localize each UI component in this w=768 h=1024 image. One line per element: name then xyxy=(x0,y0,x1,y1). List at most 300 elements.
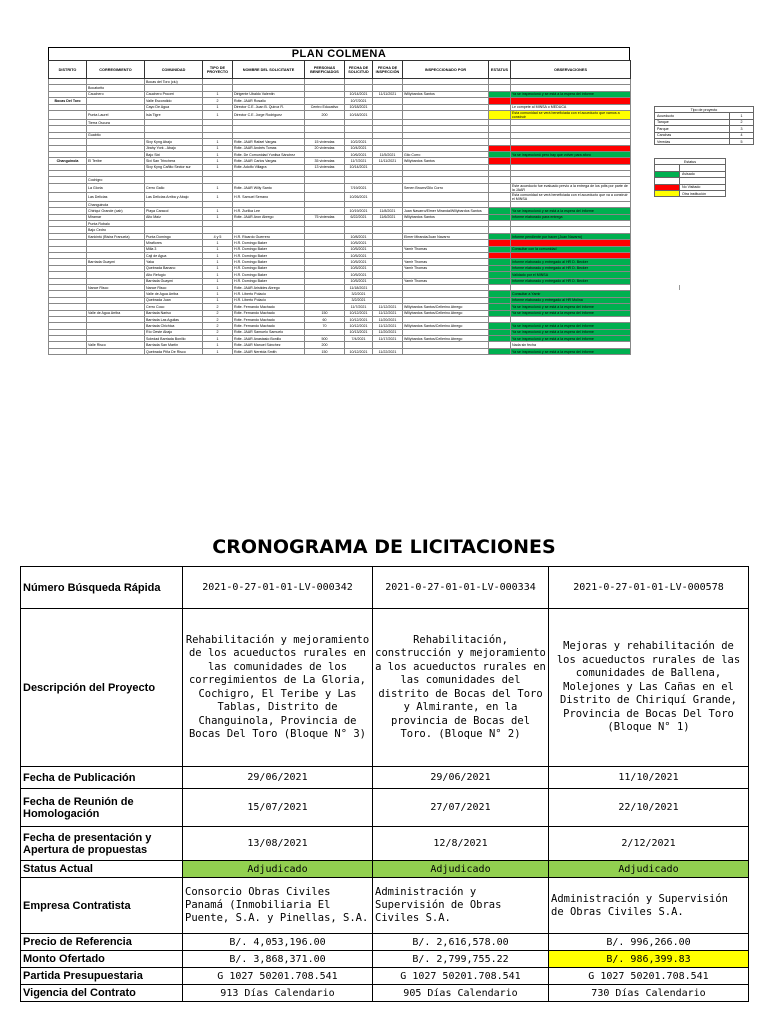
cell-comunidad: Bocas del Toro (ciu) xyxy=(145,79,203,85)
money-value: B/. 3,868,371.00 xyxy=(183,951,373,968)
tipo-legend-value: 2 xyxy=(730,119,754,125)
col-distrito: DISTRITO xyxy=(49,61,87,79)
cell-tipo: 2 xyxy=(203,304,233,310)
cell-inspeccionado: Senen Brown/Gilo Corro xyxy=(403,183,489,192)
project-description: Mejoras y rehabilitación de los acueductos rurales de las comunidades de Ballena, Molejones y Las Cañas en el Distrito de Chiriquí Grande, Provincia de Bocas Del Toro (Bloque N° 1) xyxy=(549,609,749,767)
cell-comunidad: Sixi San Trinchera xyxy=(145,158,203,164)
cell-solicitante: Rdte. De Comunidad Yunilsa Sánchez xyxy=(233,151,305,157)
cell-distrito xyxy=(49,348,87,354)
cell-estatus xyxy=(489,192,511,201)
date-value: 15/07/2021 xyxy=(183,789,373,827)
cell-fecha-solicitud: 10/8/2021 xyxy=(345,233,373,239)
lv-number: 2021-0-27-01-01-LV-000342 xyxy=(183,567,373,609)
status-legend-label: Otra institución xyxy=(680,190,726,196)
plan-title: PLAN COLMENA xyxy=(48,47,630,60)
crono-row-status xyxy=(21,861,749,878)
col-solicitante: NOMBRE DEL SOLICITANTE xyxy=(233,61,305,79)
cell-comunidad: Quebrada Juan xyxy=(145,297,203,303)
cell-inspeccionado xyxy=(403,192,489,201)
status-badge: Adjudicado xyxy=(183,861,373,878)
cell-fecha-solicitud: 3/2/2021 xyxy=(345,297,373,303)
tipo-legend xyxy=(654,106,754,145)
cell-comunidad: Sixy Kyng Abajo xyxy=(145,139,203,145)
row-label: Fecha de Reunión de Homologación xyxy=(21,789,183,827)
cell-inspeccionado: Juan Navarro/Elmer Miranda/Willybardos Santos xyxy=(403,208,489,214)
status-swatch-yellow xyxy=(655,190,680,196)
status-badge: Adjudicado xyxy=(373,861,549,878)
cell-personas: 75 viviendas xyxy=(305,214,345,220)
cell-comunidad: Alto Refugio xyxy=(145,272,203,278)
cell-tipo: 1 xyxy=(203,139,233,145)
tipo-legend-value: 4 xyxy=(730,132,754,138)
cell-inspeccionado: Elmer Miranda/Juan Navarro xyxy=(403,233,489,239)
col-estatus: ESTATUS xyxy=(489,61,511,79)
stray-mark: | xyxy=(679,285,681,291)
cell-fecha-solicitud: 10/5/2021 xyxy=(345,265,373,271)
cell-comunidad: Caji de Agua xyxy=(145,252,203,258)
cell-tipo: 1 xyxy=(203,265,233,271)
cell-comunidad: Las Delicias Arriba y Abajo xyxy=(145,192,203,201)
cell-personas: 60 xyxy=(305,316,345,322)
project-description: Rehabilitación, construcción y mejoramiento a los acueductos rurales en las comunidades del distrito de Bocas del Toro y Almirante, en la provincia de Bocas del Toro. (Bloque N° 2) xyxy=(373,609,549,767)
cell-fecha-inspeccion: 11/17/2021 xyxy=(373,336,403,342)
plan-row xyxy=(49,348,631,354)
cell-tipo: 1 xyxy=(203,164,233,170)
cell-corregimiento: Las Delicias xyxy=(87,192,145,201)
cell-fecha-inspeccion xyxy=(373,110,403,119)
cell-personas: 20 viviendas xyxy=(305,145,345,151)
cell-fecha-solicitud: 10/6/2021 xyxy=(345,151,373,157)
cell-inspeccionado: Willybardos Santos xyxy=(403,214,489,220)
cell-tipo: 4 y 5 xyxy=(203,233,233,239)
date-value: 29/06/2021 xyxy=(373,767,549,789)
cell-corregimiento: Valle Risco xyxy=(87,342,145,348)
col-comunidad: COMUNIDAD xyxy=(145,61,203,79)
row-label: Empresa Contratista xyxy=(21,878,183,934)
cell-tipo: 1 xyxy=(203,151,233,157)
cell-comunidad: Barriada San Martín xyxy=(145,342,203,348)
col-personas: PERSONAS BENEFICIADOS xyxy=(305,61,345,79)
date-value: 13/08/2021 xyxy=(183,827,373,861)
cell-tipo: 1 xyxy=(203,284,233,290)
money-value: B/. 2,799,755.22 xyxy=(373,951,549,968)
cell-observaciones: Ya se inspeccionó y se está a la espera del informe xyxy=(511,329,631,335)
row-label: Número Búsqueda Rápida xyxy=(21,567,183,609)
cell-solicitante: Rdte. JAAR Nereida Smith xyxy=(233,348,305,354)
cell-fecha-solicitud: 10/12/2021 xyxy=(345,348,373,354)
tipo-legend-value: 3 xyxy=(730,126,754,132)
status-badge: Adjudicado xyxy=(549,861,749,878)
budget-code: G 1027 50201.708.541 xyxy=(549,968,749,985)
cell-fecha-solicitud: 10/5/2021 xyxy=(345,259,373,265)
cell-tipo: 1 xyxy=(203,110,233,119)
contractor-name: Administración y Supervisión de Obras Civiles S.A. xyxy=(373,878,549,934)
cell-inspeccionado: Yamir Thomas xyxy=(403,278,489,284)
row-label: Monto Ofertado xyxy=(21,951,183,968)
cell-corregimiento: La Gloria xyxy=(87,183,145,192)
cell-tipo: 1 xyxy=(203,208,233,214)
row-label: Descripción del Proyecto xyxy=(21,609,183,767)
cell-solicitante: Rdte. JAAR Manuel Sánchez xyxy=(233,342,305,348)
cell-solicitante: H.R. Zurilka Lee xyxy=(233,208,305,214)
cell-observaciones: Informe elaborado y entregado al HR D. Becker xyxy=(511,278,631,284)
cell-inspeccionado: Willybardos Santos/Cellerino Abrego xyxy=(403,323,489,329)
cell-fecha-solicitud: 6/22/2021 xyxy=(345,214,373,220)
cell-solicitante: H.R. Domingo Baker xyxy=(233,278,305,284)
budget-code: G 1027 50201.708.541 xyxy=(183,968,373,985)
cell-corregimiento: Barriada Guaymí xyxy=(87,259,145,265)
cell-observaciones: Consultar a Yamir xyxy=(511,291,631,297)
cell-corregimiento: Nance Risco xyxy=(87,284,145,290)
cell-fecha-solicitud: 10/5/2021 xyxy=(345,240,373,246)
cell-solicitante: Rdte. Fernando Machado xyxy=(233,323,305,329)
cell-fecha-solicitud: 3/2/2021 xyxy=(345,291,373,297)
contractor-name: Administración y Supervisión de Obras Civiles S.A. xyxy=(549,878,749,934)
cell-tipo: 1 xyxy=(203,348,233,354)
cell-personas: 13 viviendas xyxy=(305,164,345,170)
date-value: 2/12/2021 xyxy=(549,827,749,861)
cell-solicitante: Dirigente Ubaldo Valentin xyxy=(233,91,305,97)
cell-fecha-inspeccion: 11/22/2021 xyxy=(373,348,403,354)
cell-solicitante: H.R. Domingo Baker xyxy=(233,246,305,252)
plan-colmena xyxy=(48,47,630,355)
cell-observaciones: Ya se inspeccionó y se está a la espera del informe xyxy=(511,336,631,342)
cell-solicitante: Rdte. Fernando Machado xyxy=(233,304,305,310)
tipo-legend-value: 5 xyxy=(730,138,754,144)
cell-solicitante: Rdte. Adolfo Villagra xyxy=(233,164,305,170)
cell-fecha-inspeccion: 11/11/2021 xyxy=(373,158,403,164)
cell-fecha-solicitud: 10/12/2021 xyxy=(345,323,373,329)
tipo-legend-label: Veredas xyxy=(655,138,730,144)
cell-inspeccionado: Yamir Thomas xyxy=(403,265,489,271)
cell-solicitante: Rdte. Fernando Machado xyxy=(233,310,305,316)
cell-corregimiento: Changuinola xyxy=(87,201,145,207)
cell-fecha-inspeccion xyxy=(373,192,403,201)
cell-solicitante: Rdte. Fernando Machado xyxy=(233,316,305,322)
cell-comunidad: Barriada Guaymí xyxy=(145,278,203,284)
cell-comunidad: Soledad Barriada Bonillo xyxy=(145,336,203,342)
cell-observaciones: Ya se inspeccionó y se está a la espera del informe xyxy=(511,348,631,354)
cell-observaciones: Le compete al MINSA o MEDUCA xyxy=(511,104,631,110)
cell-fecha-solicitud: 10/5/2021 xyxy=(345,272,373,278)
cell-tipo: 2 xyxy=(203,323,233,329)
cell-solicitante: Rdte. JAAR Rafael Vargas xyxy=(233,139,305,145)
date-value: 27/07/2021 xyxy=(373,789,549,827)
cell-observaciones: Consultar con la comunidad xyxy=(511,246,631,252)
col-inspeccionado: INSPECCIONADO POR xyxy=(403,61,489,79)
cell-tipo: 1 xyxy=(203,183,233,192)
cell-comunidad: Barriada Chichica xyxy=(145,323,203,329)
cell-corregimiento: Tierra Oscura xyxy=(87,119,145,125)
cell-estatus xyxy=(489,348,511,354)
cell-personas: 200 xyxy=(305,342,345,348)
cell-fecha-solicitud: 10/18/2021 xyxy=(345,104,373,110)
cell-comunidad: Quebrada Banano xyxy=(145,265,203,271)
cell-comunidad: Milla 3 xyxy=(145,246,203,252)
cell-inspeccionado: Yamir Thomas xyxy=(403,259,489,265)
status-legend-label: Avisado xyxy=(680,171,726,177)
cell-personas: 150 xyxy=(305,348,345,354)
cell-fecha-inspeccion: 11/8/2021 xyxy=(373,208,403,214)
cell-comunidad: Valle de Agua Arriba xyxy=(145,291,203,297)
row-label: Status Actual xyxy=(21,861,183,878)
cell-inspeccionado: Willybardos Santos/Cellerino Abrego xyxy=(403,304,489,310)
cell-distrito: Bocas Del Toro xyxy=(49,98,87,104)
project-description: Rehabilitación y mejoramiento de los acueductos rurales en las comunidades de los corregimientos de La Gloria, Cochigro, El Teribe y Las Tablas, Distrito de Changuinola, Provincia de Bocas Del Toro (Bloque N° 3) xyxy=(183,609,373,767)
cell-observaciones: Informe elaborado y entregado al HR D. Becker xyxy=(511,265,631,271)
cell-solicitante: Rdte. JAAR Rosalio xyxy=(233,98,305,104)
cell-fecha-solicitud: 10/2/2021 xyxy=(345,139,373,145)
cell-fecha-solicitud: 10/5/2021 xyxy=(345,278,373,284)
cell-tipo: 1 xyxy=(203,259,233,265)
contractor-name: Consorcio Obras Civiles Panamá (Inmobiliaria El Puente, S.A. y Pinellas, S.A. xyxy=(183,878,373,934)
cell-tipo: 1 xyxy=(203,145,233,151)
money-value: B/. 4,053,196.00 xyxy=(183,934,373,951)
cell-personas: 15 viviendas xyxy=(305,139,345,145)
crono-row-homologacion xyxy=(21,789,749,827)
col-tipo: TIPO DE PROYECTO xyxy=(203,61,233,79)
cell-corregimiento: Bocatorito xyxy=(87,85,145,91)
cell-corregimiento: Cauchero xyxy=(87,91,145,97)
cell-solicitante: H.R. Liberto Polacio xyxy=(233,291,305,297)
crono-row-descripcion xyxy=(21,609,749,767)
cell-corregimiento: Bajo Cedro xyxy=(87,227,145,233)
cell-tipo: 1 xyxy=(203,342,233,348)
cell-tipo: 2 xyxy=(203,98,233,104)
date-value: 12/8/2021 xyxy=(373,827,549,861)
row-label: Fecha de presentación y Apertura de propuestas xyxy=(21,827,183,861)
cell-corregimiento: Punta Robalo xyxy=(87,221,145,227)
cell-personas: 70 xyxy=(305,323,345,329)
cell-fecha-solicitud: 11/7/2021 xyxy=(345,304,373,310)
cell-fecha-solicitud: 10/5/2021 xyxy=(345,252,373,258)
tipo-legend-label: Tanque xyxy=(655,119,730,125)
cell-personas: 500 xyxy=(305,336,345,342)
cell-tipo: 2 xyxy=(203,310,233,316)
cell-solicitante: Rdte. JAAR Aron Abrego xyxy=(233,214,305,220)
cell-distrito xyxy=(49,110,87,119)
tipo-legend-label: Canchas xyxy=(655,132,730,138)
cell-solicitante: Rdte. JAAR Anastasio Bonillo xyxy=(233,336,305,342)
duration-value: 730 Días Calendario xyxy=(549,985,749,1002)
cell-personas xyxy=(305,192,345,201)
cell-observaciones: Validado por el MINSA xyxy=(511,272,631,278)
crono-row-vigencia xyxy=(21,985,749,1002)
cell-comunidad: Cauchero Proceri xyxy=(145,91,203,97)
cell-comunidad: Yaka xyxy=(145,259,203,265)
cell-solicitante: H.R. Domingo Baker xyxy=(233,252,305,258)
cell-comunidad: Isla Tigre xyxy=(145,110,203,119)
plan-header-row xyxy=(49,61,631,79)
cell-observaciones: Informe elaborado y entregado al HR Molina xyxy=(511,297,631,303)
cell-estatus xyxy=(489,110,511,119)
cell-fecha-inspeccion: 11/12/2021 xyxy=(373,304,403,310)
cell-solicitante: H.R. Ricardo Guerrero xyxy=(233,233,305,239)
cell-inspeccionado: Willybardos Santos/Cellerino Abrego xyxy=(403,310,489,316)
cell-fecha-solicitud: 10/14/2021 xyxy=(345,164,373,170)
cell-comunidad: Miraflores xyxy=(145,240,203,246)
duration-value: 905 Días Calendario xyxy=(373,985,549,1002)
money-value-highlighted: B/. 986,399.83 xyxy=(549,951,749,968)
cell-fecha-inspeccion: 11/5/2021 xyxy=(373,151,403,157)
cell-comunidad: Cayo De Agua xyxy=(145,104,203,110)
cell-tipo: 1 xyxy=(203,214,233,220)
plan-row xyxy=(49,192,631,201)
row-label: Vigencia del Contrato xyxy=(21,985,183,1002)
cell-comunidad: Playa Caracol xyxy=(145,208,203,214)
cell-corregimiento: Cochigro xyxy=(87,177,145,183)
cell-fecha-solicitud: 10/19/2021 xyxy=(345,208,373,214)
col-corregimiento: CORREGIMIENTO xyxy=(87,61,145,79)
cell-tipo: 1 xyxy=(203,158,233,164)
cell-fecha-solicitud: 7/19/2021 xyxy=(345,183,373,192)
cell-fecha-solicitud: 11/7/2021 xyxy=(345,158,373,164)
row-label: Fecha de Publicación xyxy=(21,767,183,789)
cell-tipo: 2 xyxy=(203,329,233,335)
cell-comunidad: Valle Escondido xyxy=(145,98,203,104)
cell-estatus xyxy=(489,183,511,192)
cell-solicitante: Rdte. JAAR Aristides Abrego xyxy=(233,284,305,290)
cell-tipo: 1 xyxy=(203,291,233,297)
cell-tipo: 1 xyxy=(203,91,233,97)
cell-comunidad: Nance Risco xyxy=(145,284,203,290)
cell-tipo: 1 xyxy=(203,240,233,246)
crono-row-partida xyxy=(21,968,749,985)
cell-personas xyxy=(305,183,345,192)
crono-row-monto xyxy=(21,951,749,968)
cell-tipo: 1 xyxy=(203,252,233,258)
crono-row-empresa xyxy=(21,878,749,934)
cell-fecha-solicitud: 10/4/2021 xyxy=(345,145,373,151)
date-value: 11/10/2021 xyxy=(549,767,749,789)
cell-fecha-solicitud: 10/12/2021 xyxy=(345,310,373,316)
cell-fecha-inspeccion: 11/20/2021 xyxy=(373,316,403,322)
plan-table xyxy=(48,60,631,355)
cell-inspeccionado: Gilo Corro xyxy=(403,151,489,157)
cell-corregimiento xyxy=(87,348,145,354)
tipo-legend-title: Tipo de proyecto xyxy=(655,107,754,113)
cell-distrito xyxy=(49,192,87,201)
cell-observaciones: Informe elaborado y entregado al HR D. Becker xyxy=(511,259,631,265)
cell-observaciones: Esta comunidad se verá beneficiada con el acueducto que vamos a construir xyxy=(511,110,631,119)
crono-table xyxy=(20,566,749,1002)
plan-row xyxy=(49,183,631,192)
cell-observaciones: Informe pendiente por hacer (Juan Navarro) xyxy=(511,233,631,239)
status-legend xyxy=(654,158,726,197)
status-legend-label: No Visitado xyxy=(680,184,726,190)
cell-corregimiento: Kankintú (Bisira Franuela) xyxy=(87,233,145,239)
cell-comunidad: Barriada Las Aguilas xyxy=(145,316,203,322)
crono-title: CRONOGRAMA DE LICITACIONES xyxy=(212,536,556,558)
cell-observaciones: Ya se inspeccionó y se está a la espera del informe xyxy=(511,91,631,97)
cell-solicitante: H.R. Samuel Serrano xyxy=(233,192,305,201)
cell-solicitante: H.R. Domingo Baker xyxy=(233,272,305,278)
cell-corregimiento: El Teribe xyxy=(87,158,145,164)
cell-personas: Centro Educativo xyxy=(305,104,345,110)
cell-solicitante: Director C.E. Jorge Rodriguez xyxy=(233,110,305,119)
col-observaciones: OBSERVACIONES xyxy=(511,61,631,79)
cell-observaciones: Ya se inspeccionó y se está a la espera del informe xyxy=(511,323,631,329)
cell-solicitante: H.R. Domingo Baker xyxy=(233,265,305,271)
cell-tipo: 2 xyxy=(203,316,233,322)
cell-observaciones: Ya se inspeccionó y se está a la espera del informe xyxy=(511,310,631,316)
crono-row-numero xyxy=(21,567,749,609)
col-fecha-solicitud: FECHA DE SOLICITUD xyxy=(345,61,373,79)
cell-observaciones: Ya se inspeccionó pero hay que volver para aforo xyxy=(511,151,631,157)
cell-fecha-solicitud: 10/14/2021 xyxy=(345,91,373,97)
cell-comunidad: Punta Domingo xyxy=(145,233,203,239)
cell-solicitante: Rdte. JAAR Samuelo Samuelo xyxy=(233,329,305,335)
status-legend-title: Estatus xyxy=(655,159,726,165)
cell-corregimiento: Punta Laurel xyxy=(87,110,145,119)
cell-tipo: 1 xyxy=(203,104,233,110)
row-label: Partida Presupuestaria xyxy=(21,968,183,985)
cell-solicitante: H.R. Liberto Polacio xyxy=(233,297,305,303)
cell-solicitante: Rdte. JAAR Andrés Tomas xyxy=(233,145,305,151)
col-fecha-inspeccion: FECHA DE INSPECCIÓN xyxy=(373,61,403,79)
plan-row xyxy=(49,110,631,119)
cell-distrito: Changuinola xyxy=(49,158,87,164)
cell-tipo: 1 xyxy=(203,336,233,342)
cell-comunidad: Jirahy York - Abajo xyxy=(145,145,203,151)
cell-tipo: 1 xyxy=(203,246,233,252)
cell-comunidad: Alto Maíz xyxy=(145,214,203,220)
cell-observaciones: Ya se inspeccionó y se está a la espera del informe xyxy=(511,208,631,214)
crono-row-presentacion xyxy=(21,827,749,861)
cell-fecha-inspeccion: 11/11/2021 xyxy=(373,91,403,97)
money-value: B/. 996,266.00 xyxy=(549,934,749,951)
cell-corregimiento: Guabito xyxy=(87,132,145,138)
cell-tipo: 1 xyxy=(203,278,233,284)
cell-inspeccionado xyxy=(403,110,489,119)
money-value: B/. 2,616,578.00 xyxy=(373,934,549,951)
cell-corregimiento: Chiriquí Grande (cab) xyxy=(87,208,145,214)
lv-number: 2021-0-27-01-01-LV-000578 xyxy=(549,567,749,609)
crono-row-precio xyxy=(21,934,749,951)
cell-fecha-solicitud: 10/18/2021 xyxy=(345,110,373,119)
cell-tipo: 1 xyxy=(203,192,233,201)
cell-corregimiento: Miramar xyxy=(87,214,145,220)
cell-tipo: 1 xyxy=(203,297,233,303)
cell-fecha-inspeccion xyxy=(373,183,403,192)
cell-personas: 150 xyxy=(305,310,345,316)
row-label: Precio de Referencia xyxy=(21,934,183,951)
cell-solicitante: H.R. Domingo Baker xyxy=(233,259,305,265)
cell-inspeccionado: Willybardos Santos xyxy=(403,91,489,97)
crono-row-publicacion xyxy=(21,767,749,789)
cell-observaciones: Esta comunidad se verá beneficiada con el acueducto que va a construir el MINSA xyxy=(511,192,631,201)
cell-fecha-solicitud: 10/7/2021 xyxy=(345,98,373,104)
cell-observaciones: Informe elaborado para entrega xyxy=(511,214,631,220)
cell-corregimiento: Valle de Agua Arriba xyxy=(87,310,145,316)
cell-fecha-solicitud: 10/13/2021 xyxy=(345,329,373,335)
tipo-legend-label: Parque xyxy=(655,126,730,132)
cell-solicitante: Rdte. JAAR Carlos Vargas xyxy=(233,158,305,164)
cell-inspeccionado xyxy=(403,348,489,354)
date-value: 29/06/2021 xyxy=(183,767,373,789)
cell-inspeccionado: Willybardos Santos xyxy=(403,158,489,164)
cell-distrito xyxy=(49,183,87,192)
cell-comunidad: Sixy Kyng Cañito Sector sur xyxy=(145,164,203,170)
cell-fecha-solicitud: 10/12/2021 xyxy=(345,316,373,322)
cell-fecha-solicitud: 7/4/2021 xyxy=(345,336,373,342)
cell-observaciones: Ya se inspeccionó y se está a la espera del informe xyxy=(511,304,631,310)
tipo-legend-value: 1 xyxy=(730,113,754,119)
cell-fecha-solicitud: 10/26/2021 xyxy=(345,192,373,201)
duration-value: 913 Días Calendario xyxy=(183,985,373,1002)
cell-inspeccionado: Willybardos Santos/Cellerino Abrego xyxy=(403,336,489,342)
cell-observaciones: Nada sin fecha xyxy=(511,342,631,348)
